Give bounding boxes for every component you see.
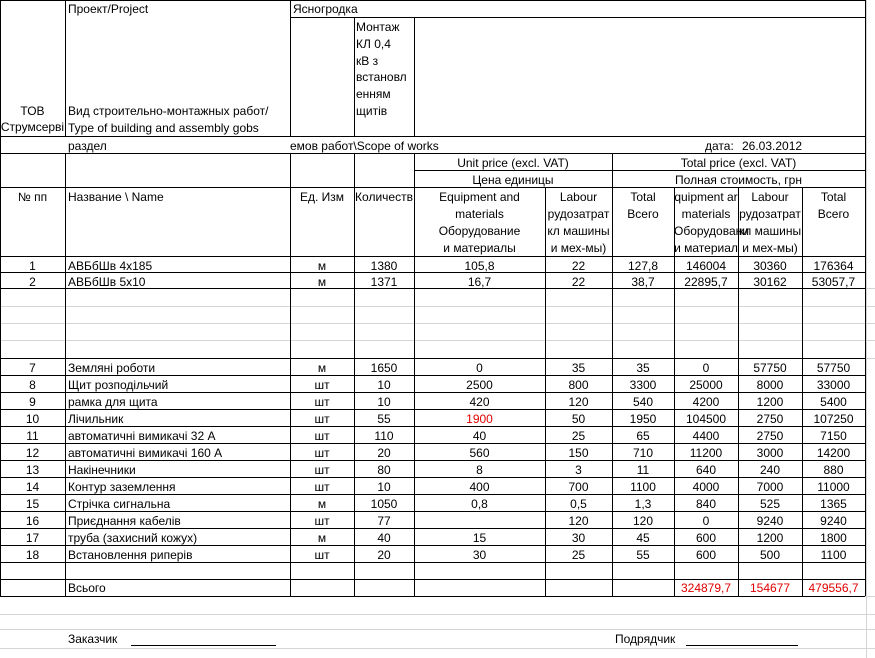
cell-tot-sum[interactable]: 14200 [816, 446, 851, 460]
cell-lab-sum[interactable]: 30360 [753, 259, 787, 273]
total-tot-sum[interactable]: 479556,7 [808, 581, 859, 595]
col-lab-header: и мех-мы) [550, 241, 607, 255]
cell-lab-sum[interactable]: 9240 [756, 514, 784, 528]
cell-num[interactable]: 14 [25, 480, 40, 494]
cell-tot[interactable]: 45 [636, 531, 650, 545]
cell-tot-sum[interactable]: 53057,7 [811, 275, 856, 289]
contractor-signature-line [686, 645, 798, 646]
cell-unit[interactable]: м [317, 361, 327, 375]
cell-lab-sum[interactable]: 3000 [756, 446, 784, 460]
col-lab-sum-header: Labour [751, 190, 789, 204]
date-label: дата: [705, 139, 734, 153]
cell-tot[interactable]: 1100 [630, 480, 656, 494]
cell-eq-sum[interactable]: 4200 [692, 395, 720, 409]
cell-qty[interactable]: 80 [377, 463, 391, 477]
col-eq-sum-header: quipment ar [674, 190, 738, 204]
col-lab-sum-header: кл машины [738, 224, 802, 238]
cell-lab-sum[interactable]: 57750 [753, 361, 787, 375]
work-title-line: щитів [356, 104, 388, 118]
cell-lab-sum[interactable]: 8000 [756, 378, 784, 392]
cell-lab[interactable]: 120 [568, 395, 589, 409]
cell-lab-sum[interactable]: 7000 [756, 480, 784, 494]
cell-lab[interactable]: 30 [571, 531, 586, 545]
cell-name[interactable]: Стрічка сигнальна [68, 497, 171, 511]
cell-num[interactable]: 10 [25, 412, 40, 426]
cell-eq-sum[interactable]: 146004 [685, 259, 727, 273]
cell-eq[interactable]: 40 [472, 429, 487, 443]
cell-name[interactable]: автоматичні вимикачі 32 А [68, 429, 216, 443]
cell-lab-sum[interactable]: 1200 [756, 395, 784, 409]
cell-lab[interactable]: 700 [568, 480, 589, 494]
cell-eq[interactable]: 420 [469, 395, 490, 409]
cell-name[interactable]: Земляні роботи [68, 361, 156, 375]
org-line-2: Струмсерві [0, 120, 65, 134]
cell-qty[interactable]: 77 [377, 514, 391, 528]
col-tot-sum-header: Всего [817, 207, 850, 221]
cell-lab[interactable]: 35 [571, 361, 586, 375]
col-eq-sum-header: и материал [674, 241, 738, 255]
cell-lab[interactable]: 22 [571, 275, 586, 289]
cell-tot-sum[interactable]: 880 [823, 463, 844, 477]
col-tot-sum-header: Total [820, 190, 847, 204]
cell-num[interactable]: 11 [26, 429, 39, 443]
unit-price-ru: Цена единицы [472, 173, 554, 187]
cell-tot-sum[interactable]: 7150 [820, 429, 847, 443]
cell-eq-sum[interactable]: 600 [695, 531, 717, 545]
cell-eq-sum[interactable]: 0 [702, 514, 710, 528]
cell-tot[interactable]: 65 [636, 429, 650, 443]
col-qty-header: Количеств [355, 190, 413, 204]
cell-qty[interactable]: 10 [377, 395, 391, 409]
col-unit-header: Ед. Изм [299, 190, 345, 204]
cell-name[interactable]: Щит розподільчий [68, 378, 169, 392]
cell-unit[interactable]: м [317, 275, 327, 289]
section-label: раздел [68, 139, 107, 153]
cell-unit[interactable]: шт [314, 548, 330, 562]
cell-lab[interactable]: 0,5 [570, 497, 587, 511]
cell-tot[interactable]: 1,3 [634, 497, 652, 511]
cell-lab-sum[interactable]: 1200 [756, 531, 784, 545]
total-lab-sum[interactable]: 154677 [749, 581, 791, 595]
cell-eq-sum[interactable]: 4000 [692, 480, 720, 494]
col-eq-header: Оборудование [438, 224, 521, 238]
cell-eq-sum[interactable]: 104500 [685, 412, 727, 426]
cell-num[interactable]: 8 [29, 378, 36, 392]
col-lab-sum-header: и мех-мы) [742, 241, 798, 255]
col-eq-header: Equipment and [439, 190, 520, 204]
cell-eq[interactable]: 105,8 [464, 259, 495, 273]
cell-tot[interactable]: 35 [636, 361, 650, 375]
cell-eq[interactable]: 560 [469, 446, 490, 460]
cell-qty[interactable]: 1380 [370, 259, 398, 273]
cell-tot[interactable]: 710 [632, 446, 654, 460]
cell-unit[interactable]: шт [314, 378, 330, 392]
cell-tot-sum[interactable]: 57750 [816, 361, 851, 375]
cell-tot[interactable]: 1950 [629, 412, 657, 426]
cell-name[interactable]: Контур заземлення [68, 480, 176, 494]
cell-name[interactable]: Накінечники [68, 463, 136, 477]
cell-num[interactable]: 12 [25, 446, 40, 460]
cell-tot-sum[interactable]: 1100 [820, 548, 847, 562]
cell-unit[interactable]: шт [314, 463, 330, 477]
cell-num[interactable]: 16 [25, 514, 40, 528]
cell-tot-sum[interactable]: 1365 [820, 497, 847, 511]
cell-name[interactable]: Встановлення риперів [68, 548, 193, 562]
cell-eq-sum[interactable]: 22895,7 [684, 275, 728, 289]
cell-qty[interactable]: 1650 [370, 361, 398, 375]
cell-tot[interactable]: 3300 [629, 378, 657, 392]
work-title-line: енням [356, 87, 391, 101]
cell-name[interactable]: Лічильник [68, 412, 124, 426]
cell-qty[interactable]: 10 [377, 378, 391, 392]
cell-unit[interactable]: шт [314, 480, 330, 494]
cell-tot-sum[interactable]: 9240 [820, 514, 847, 528]
cell-lab[interactable]: 3 [575, 463, 582, 477]
cell-eq[interactable]: 400 [469, 480, 490, 494]
cell-name[interactable]: Приєднання кабелів [68, 514, 181, 528]
cell-eq[interactable]: 1900 [466, 412, 493, 426]
work-title-line: встановл [356, 70, 407, 84]
cell-qty[interactable]: 10 [377, 480, 391, 494]
cell-eq[interactable]: 0,8 [471, 497, 488, 511]
work-type-line-1: Вид строительно-монтажных работ/ [68, 104, 269, 118]
cell-tot[interactable]: 38,7 [631, 275, 655, 289]
cell-qty[interactable]: 20 [377, 548, 391, 562]
cell-tot[interactable]: 120 [632, 514, 654, 528]
cell-tot-sum[interactable]: 1800 [820, 531, 847, 545]
work-title-line: кВ з [356, 54, 379, 68]
cell-num[interactable]: 18 [25, 548, 40, 562]
col-lab-header: кл машины [547, 224, 610, 238]
cell-eq-sum[interactable]: 840 [695, 497, 717, 511]
cell-eq-sum[interactable]: 11200 [689, 446, 723, 460]
col-lab-header: Labour [559, 190, 598, 204]
work-title-line: Монтаж [356, 20, 400, 34]
cell-unit[interactable]: м [317, 497, 327, 511]
cell-num[interactable]: 17 [25, 531, 40, 545]
cell-unit[interactable]: м [317, 531, 327, 545]
org-line-1: ТОВ [20, 104, 45, 118]
cell-name[interactable]: АВБбШв 5х10 [68, 275, 146, 289]
cell-lab-sum[interactable]: 2750 [756, 429, 784, 443]
cell-tot-sum[interactable]: 33000 [816, 378, 851, 392]
cell-tot[interactable]: 540 [632, 395, 654, 409]
date-value: 26.03.2012 [742, 139, 803, 153]
cell-num[interactable]: 2 [29, 275, 36, 289]
work-type-line-2: Type of building and assembly gobs [68, 121, 259, 135]
cell-qty[interactable]: 20 [377, 446, 391, 460]
cell-name[interactable]: АВБбШв 4х185 [68, 259, 153, 273]
cell-eq[interactable]: 16,7 [467, 275, 492, 289]
cell-eq[interactable]: 2500 [466, 378, 493, 392]
cell-num[interactable]: 1 [29, 259, 36, 273]
cell-lab-sum[interactable]: 30162 [753, 275, 787, 289]
cell-eq-sum[interactable]: 25000 [689, 378, 723, 392]
cell-num[interactable]: 9 [29, 395, 36, 409]
total-label: Всього [68, 581, 106, 595]
total-eq-sum[interactable]: 324879,7 [680, 581, 732, 595]
col-eq-header: materials [455, 207, 504, 221]
cell-eq[interactable]: 0 [476, 361, 483, 375]
cell-tot[interactable]: 127,8 [627, 259, 659, 273]
project-label: Проект/Project [68, 2, 149, 16]
cell-lab[interactable]: 120 [568, 514, 589, 528]
cell-eq-sum[interactable]: 600 [695, 548, 717, 562]
cell-unit[interactable]: шт [314, 395, 330, 409]
col-eq-sum-header: materials [681, 207, 731, 221]
customer-label: Заказчик [68, 632, 118, 646]
cell-eq[interactable]: 8 [476, 463, 483, 477]
cell-qty[interactable]: 1371 [370, 275, 398, 289]
cell-unit[interactable]: шт [314, 412, 330, 426]
cell-num[interactable]: 7 [29, 361, 36, 375]
cell-unit[interactable]: м [317, 259, 327, 273]
cell-name[interactable]: рамка для щита [68, 395, 158, 409]
cell-lab[interactable]: 150 [568, 446, 589, 460]
work-title-line: КЛ 0,4 [356, 37, 391, 51]
cell-name[interactable]: автоматичні вимикачі 160 А [68, 446, 223, 460]
cell-tot-sum[interactable]: 176364 [813, 259, 854, 273]
cell-eq[interactable]: 30 [472, 548, 487, 562]
cell-tot[interactable]: 55 [636, 548, 650, 562]
cell-unit[interactable]: шт [314, 446, 330, 460]
project-value: Ясногродка [293, 2, 358, 16]
cell-eq-sum[interactable]: 0 [702, 361, 710, 375]
cell-lab-sum[interactable]: 2750 [756, 412, 784, 426]
col-eq-header: и материалы [443, 241, 516, 255]
cell-lab-sum[interactable]: 500 [759, 548, 781, 562]
col-name-header: Название \ Name [68, 190, 164, 204]
col-tot-header: Total [630, 190, 656, 204]
cell-tot-sum[interactable]: 107250 [813, 412, 854, 426]
col-eq-sum-header: Оборудовани [674, 224, 749, 238]
cell-name[interactable]: труба (захисний кожух) [68, 531, 198, 545]
total-price-en: Total price (excl. VAT) [680, 156, 797, 170]
cell-qty[interactable]: 55 [377, 412, 391, 426]
cell-tot-sum[interactable]: 11000 [817, 480, 850, 494]
total-price-ru: Полная стоимость, грн [675, 173, 802, 187]
scope-label: емов работ\Scope of works [290, 139, 439, 153]
cell-unit[interactable]: шт [314, 514, 330, 528]
cell-num[interactable]: 13 [25, 463, 40, 477]
cell-qty[interactable]: 110 [374, 429, 394, 443]
cell-lab[interactable]: 25 [571, 429, 586, 443]
cell-lab-sum[interactable]: 525 [759, 497, 781, 511]
cell-lab-sum[interactable]: 240 [759, 463, 781, 477]
cell-lab[interactable]: 25 [571, 548, 586, 562]
contractor-label: Подрядчик [615, 632, 676, 646]
cell-lab[interactable]: 800 [568, 378, 589, 392]
cell-eq-sum[interactable]: 640 [695, 463, 717, 477]
cell-num[interactable]: 15 [25, 497, 40, 511]
cell-lab[interactable]: 50 [571, 412, 586, 426]
col-tot-header: Всего [627, 207, 659, 221]
cell-unit[interactable]: шт [314, 429, 330, 443]
cell-tot-sum[interactable]: 5400 [820, 395, 847, 409]
col-lab-sum-header: рудозатрат [739, 207, 801, 221]
customer-signature-line [131, 645, 276, 646]
cell-lab[interactable]: 22 [571, 259, 586, 273]
cell-eq-sum[interactable]: 4400 [692, 429, 720, 443]
cell-qty[interactable]: 1050 [370, 497, 398, 511]
cell-eq[interactable]: 15 [472, 531, 487, 545]
cell-tot[interactable]: 11 [636, 463, 650, 477]
col-num-header: № пп [17, 190, 48, 204]
col-lab-header: рудозатрат [547, 207, 610, 221]
cell-qty[interactable]: 40 [377, 531, 391, 545]
unit-price-en: Unit price (excl. VAT) [457, 156, 569, 170]
